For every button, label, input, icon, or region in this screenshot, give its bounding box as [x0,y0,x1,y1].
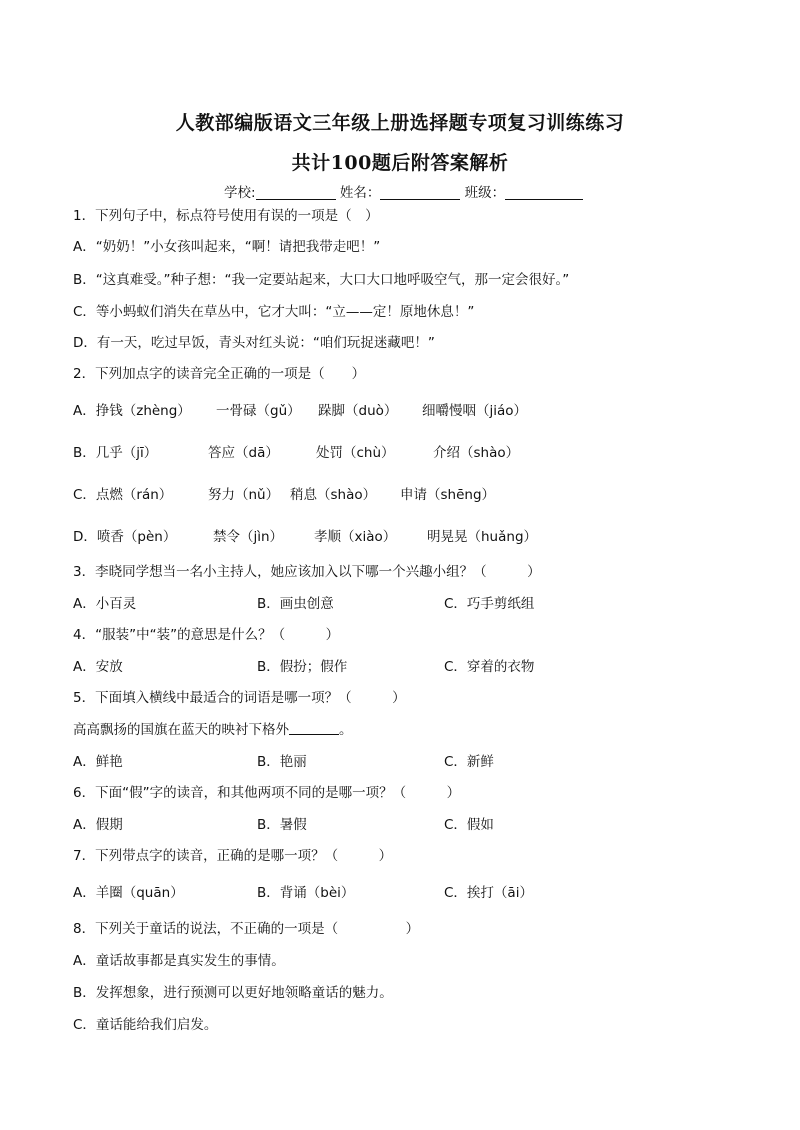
question-stem: 4．“服装”中“装”的意思是什么？（ ） [73,627,340,643]
question-option: A．小百灵 [73,596,137,612]
question-option-item: 申请（shēng） [400,487,496,503]
question-stem: 1．下列句子中，标点符号使用有误的一项是（ ） [73,208,379,224]
answer-blank [289,722,339,735]
question-option: C．穿着的衣物 [444,659,535,675]
question-option: A．童话故事都是真实发生的事情。 [73,953,285,969]
question-option-item: 孝顺（xiào） [314,529,397,545]
question-option: A．安放 [73,659,123,675]
sentence-end: 。 [339,722,353,738]
question-option-item: 答应（dā） [208,445,279,461]
question-option: B．几乎（jī） [73,445,158,461]
question-option: B．画虫创意 [257,596,334,612]
document-title: 人教部编版语文三年级上册选择题专项复习训练练习 [175,112,625,134]
question-option: B．艳丽 [257,754,307,770]
question-option: B．假扮；假作 [257,659,348,675]
question-option: B．背诵（bèi） [257,885,355,901]
question-option: C．挨打（āi） [444,885,533,901]
question-option: C．点燃（rán） [73,487,173,503]
question-option: D．喷香（pèn） [73,529,177,545]
question-option: C．巧手剪纸组 [444,596,535,612]
question-option-item: 介绍（shào） [433,445,520,461]
question-option: C．假如 [444,817,494,833]
question-option-item: 处罚（chù） [316,445,395,461]
sentence-text: 高高飘扬的国旗在蓝天的映衬下格外 [73,722,289,738]
question-option: C．等小蚂蚁们消失在草丛中，它才大叫：“立——定！原地休息！” [73,304,475,320]
class-label: 班级： [464,185,506,201]
question-option-item: 明晃晃（huǎng） [427,529,538,545]
question-option: B．发挥想象，进行预测可以更好地领略童话的魅力。 [73,985,393,1001]
question-option: A．假期 [73,817,123,833]
question-option: C．新鲜 [444,754,494,770]
name-blank [380,185,460,200]
document-subtitle: 共计100题后附答案解析 [291,152,509,174]
question-stem: 8．下列关于童话的说法，不正确的一项是（ ） [73,921,420,937]
question-option: D．有一天，吃过早饭，青头对红头说：“咱们玩捉迷藏吧！” [73,335,435,351]
question-stem: 6．下面“假”字的读音，和其他两项不同的是哪一项？（ ） [73,785,461,801]
question-stem: 2．下列加点字的读音完全正确的一项是（ ） [73,366,366,382]
question-option: A．“奶奶！”小女孩叫起来，“啊！请把我带走吧！” [73,239,381,255]
question-stem: 7．下列带点字的读音，正确的是哪一项？（ ） [73,848,393,864]
fill-in-sentence [73,721,353,739]
student-info-row [224,181,583,201]
question-option-item: 努力（nǔ） [208,487,280,503]
school-label: 学校: [224,185,256,201]
question-option-item: 细嚼慢咽（jiáo） [422,403,528,419]
class-blank [505,185,583,200]
question-stem: 5．下面填入横线中最适合的词语是哪一项？（ ） [73,690,406,706]
question-option: B．“这真难受。”种子想：“我一定要站起来，大口大口地呼吸空气，那一定会很好。” [73,272,570,288]
question-option: A．羊圈（quān） [73,885,184,901]
question-option: B．暑假 [257,817,307,833]
question-option-item: 禁令（jìn） [213,529,284,545]
question-option: A．挣钱（zhèng） [73,403,191,419]
question-stem: 3．李晓同学想当一名小主持人，她应该加入以下哪一个兴趣小组？（ ） [73,564,541,580]
question-option: A．鲜艳 [73,754,123,770]
question-option-item: 稍息（shào） [290,487,377,503]
question-option: C．童话能给我们启发。 [73,1017,218,1033]
question-option-item: 一骨碌（gǔ） [216,403,301,419]
question-option-item: 跺脚（duò） [318,403,398,419]
school-blank [256,185,336,200]
name-label: 姓名： [339,185,381,201]
